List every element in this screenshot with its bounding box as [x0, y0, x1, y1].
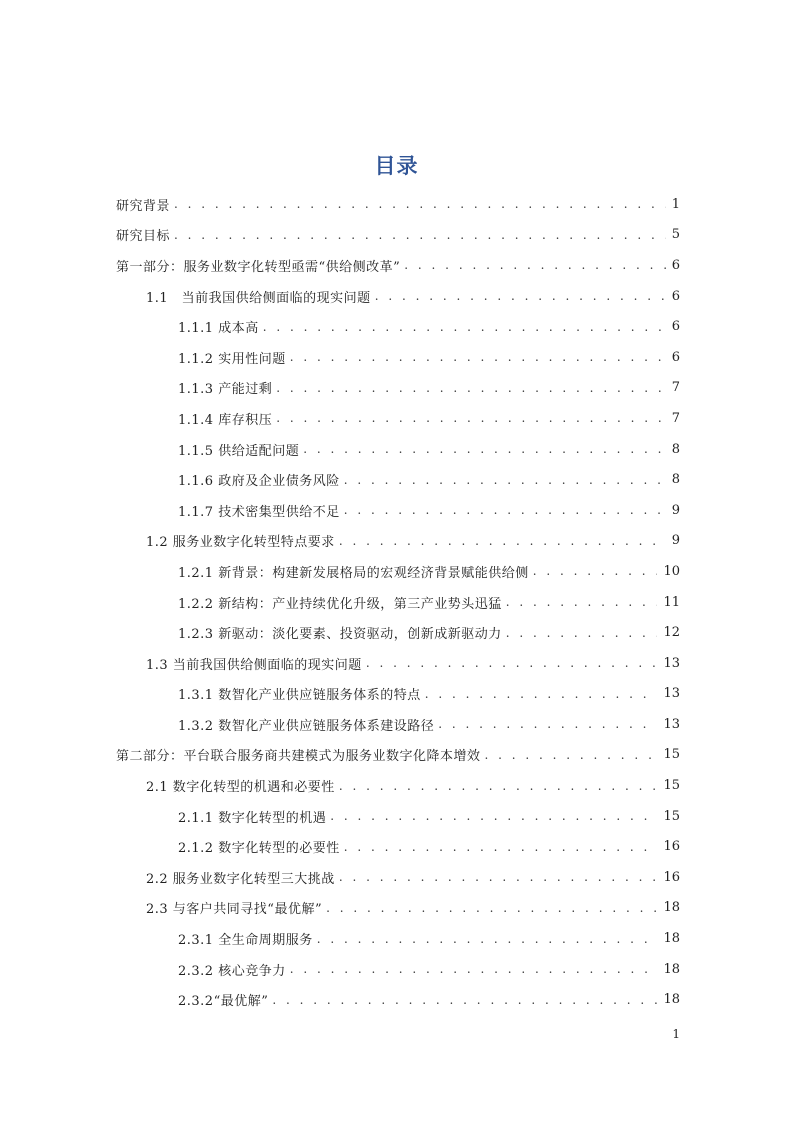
toc-entry-text: 1.1.7 技术密集型供给不足	[178, 504, 340, 520]
toc-entry-page: 16	[663, 869, 680, 885]
toc-entry-page: 6	[671, 257, 680, 273]
toc-entry-page: 13	[663, 716, 680, 732]
toc-entry-text: 2.3.2“最优解”	[178, 994, 269, 1010]
toc-entry-text: 研究背景	[116, 198, 171, 214]
toc-entry-page: 15	[663, 808, 680, 824]
table-of-contents	[0, 189, 793, 1015]
toc-leader-dots	[290, 962, 658, 976]
toc-entry-background[interactable]	[116, 189, 680, 220]
toc-entry-text: 1.1 当前我国供给侧面临的现实问题	[146, 290, 371, 306]
toc-leader-dots	[317, 932, 658, 946]
toc-entry-page: 18	[663, 992, 680, 1008]
toc-entry-page: 6	[671, 319, 680, 335]
toc-leader-dots	[290, 350, 666, 364]
toc-leader-dots	[339, 534, 666, 548]
toc-entry-page: 13	[663, 655, 680, 671]
toc-entry-page: 15	[663, 778, 680, 794]
toc-leader-dots	[438, 717, 657, 731]
toc-entry-2-3-2[interactable]	[178, 954, 680, 985]
toc-entry-1-2[interactable]	[146, 526, 680, 557]
toc-entry-text: 1.3.2 数智化产业供应链服务体系建设路径	[178, 718, 435, 734]
toc-entry-text: 1.2 服务业数字化转型特点要求	[146, 535, 335, 551]
toc-entry-page: 6	[671, 349, 680, 365]
toc-entry-text: 1.2.3 新驱动：淡化要素、投资驱动，创新成新驱动力	[178, 627, 502, 643]
toc-entry-1-3-1[interactable]	[178, 679, 680, 710]
toc-entry-1-1-4[interactable]	[178, 403, 680, 434]
toc-leader-dots	[375, 289, 666, 303]
toc-entry-page: 18	[663, 931, 680, 947]
toc-entry-1-1-2[interactable]	[178, 342, 680, 373]
toc-entry-1-1-3[interactable]	[178, 373, 680, 404]
toc-entry-page: 13	[663, 686, 680, 702]
toc-entry-text: 1.2.2 新结构：产业持续优化升级，第三产业势头迅猛	[178, 596, 502, 612]
toc-entry-text: 2.1 数字化转型的机遇和必要性	[146, 780, 335, 796]
toc-leader-dots	[506, 626, 658, 640]
toc-entry-text: 第二部分：平台联合服务商共建模式为服务业数字化降本增效	[116, 749, 481, 765]
toc-entry-text: 1.3 当前我国供给侧面临的现实问题	[146, 657, 362, 673]
toc-entry-part-two[interactable]	[116, 740, 680, 771]
toc-entry-text: 2.3.1 全生命周期服务	[178, 933, 313, 949]
toc-title: 目录	[374, 154, 419, 178]
toc-entry-text: 1.1.1 成本高	[178, 321, 259, 337]
toc-entry-page: 12	[663, 625, 680, 641]
page-number: 1	[672, 1027, 680, 1041]
toc-entry-1-1-5[interactable]	[178, 434, 680, 465]
toc-entry-1-1[interactable]	[146, 281, 680, 312]
toc-leader-dots	[174, 197, 666, 211]
toc-leader-dots	[533, 564, 658, 578]
toc-entry-1-3[interactable]	[146, 648, 680, 679]
toc-leader-dots	[344, 840, 658, 854]
toc-entry-2-3-1[interactable]	[178, 923, 680, 954]
toc-leader-dots	[303, 442, 666, 456]
toc-leader-dots	[326, 901, 657, 915]
toc-entry-1-1-7[interactable]	[178, 495, 680, 526]
toc-leader-dots	[366, 656, 658, 670]
toc-entry-page: 15	[663, 747, 680, 763]
toc-entry-2-3-2-optimal[interactable]	[178, 984, 680, 1015]
toc-entry-page: 9	[671, 533, 680, 549]
toc-entry-page: 7	[671, 380, 680, 396]
toc-entry-text: 2.2 服务业数字化转型三大挑战	[146, 871, 335, 887]
toc-entry-text: 1.2.1 新背景：构建新发展格局的宏观经济背景赋能供给侧	[178, 565, 529, 581]
toc-entry-page: 7	[671, 410, 680, 426]
toc-entry-1-3-2[interactable]	[178, 709, 680, 740]
toc-entry-2-1[interactable]	[146, 770, 680, 801]
toc-entry-1-2-2[interactable]	[178, 587, 680, 618]
toc-entry-goals[interactable]	[116, 220, 680, 251]
toc-leader-dots	[174, 228, 666, 242]
toc-entry-page: 16	[663, 839, 680, 855]
toc-entry-text: 2.3.2 核心竞争力	[178, 963, 286, 979]
toc-leader-dots	[485, 748, 658, 762]
toc-entry-text: 2.1.2 数字化转型的必要性	[178, 841, 340, 857]
toc-leader-dots	[339, 779, 658, 793]
toc-entry-text: 第一部分：服务业数字化转型亟需“供给侧改革”	[116, 259, 401, 275]
toc-entry-text: 1.1.4 库存积压	[178, 412, 273, 428]
toc-entry-2-1-2[interactable]	[178, 831, 680, 862]
toc-entry-text: 1.1.6 政府及企业债务风险	[178, 474, 340, 490]
toc-entry-text: 1.3.1 数智化产业供应链服务体系的特点	[178, 688, 421, 704]
toc-entry-page: 11	[663, 594, 680, 610]
toc-entry-part-one[interactable]	[116, 250, 680, 281]
toc-entry-page: 10	[663, 563, 680, 579]
toc-leader-dots	[425, 687, 658, 701]
toc-leader-dots	[404, 258, 665, 272]
toc-entry-page: 18	[663, 900, 680, 916]
toc-entry-page: 18	[663, 961, 680, 977]
toc-leader-dots	[276, 381, 666, 395]
toc-entry-page: 8	[671, 472, 680, 488]
toc-entry-1-2-1[interactable]	[178, 556, 680, 587]
toc-entry-page: 1	[671, 196, 680, 212]
toc-entry-1-1-6[interactable]	[178, 464, 680, 495]
toc-entry-page: 8	[671, 441, 680, 457]
toc-entry-page: 5	[671, 227, 680, 243]
toc-entry-2-2[interactable]	[146, 862, 680, 893]
toc-leader-dots	[272, 993, 657, 1007]
toc-leader-dots	[276, 411, 666, 425]
toc-entry-text: 2.3 与客户共同寻找“最优解”	[146, 902, 323, 918]
toc-leader-dots	[330, 809, 657, 823]
toc-leader-dots	[339, 870, 658, 884]
toc-entry-2-1-1[interactable]	[178, 801, 680, 832]
toc-entry-1-1-1[interactable]	[178, 311, 680, 342]
toc-entry-text: 1.1.3 产能过剩	[178, 382, 273, 398]
toc-leader-dots	[344, 503, 666, 517]
toc-entry-page: 6	[671, 288, 680, 304]
toc-entry-text: 1.1.2 实用性问题	[178, 351, 286, 367]
toc-entry-text: 研究目标	[116, 229, 171, 245]
toc-entry-1-2-3[interactable]	[178, 617, 680, 648]
toc-entry-page: 9	[671, 502, 680, 518]
toc-entry-2-3[interactable]	[146, 893, 680, 924]
toc-leader-dots	[263, 320, 666, 334]
toc-leader-dots	[344, 473, 666, 487]
toc-entry-text: 1.1.5 供给适配问题	[178, 443, 300, 459]
toc-leader-dots	[506, 595, 658, 609]
toc-entry-text: 2.1.1 数字化转型的机遇	[178, 810, 327, 826]
